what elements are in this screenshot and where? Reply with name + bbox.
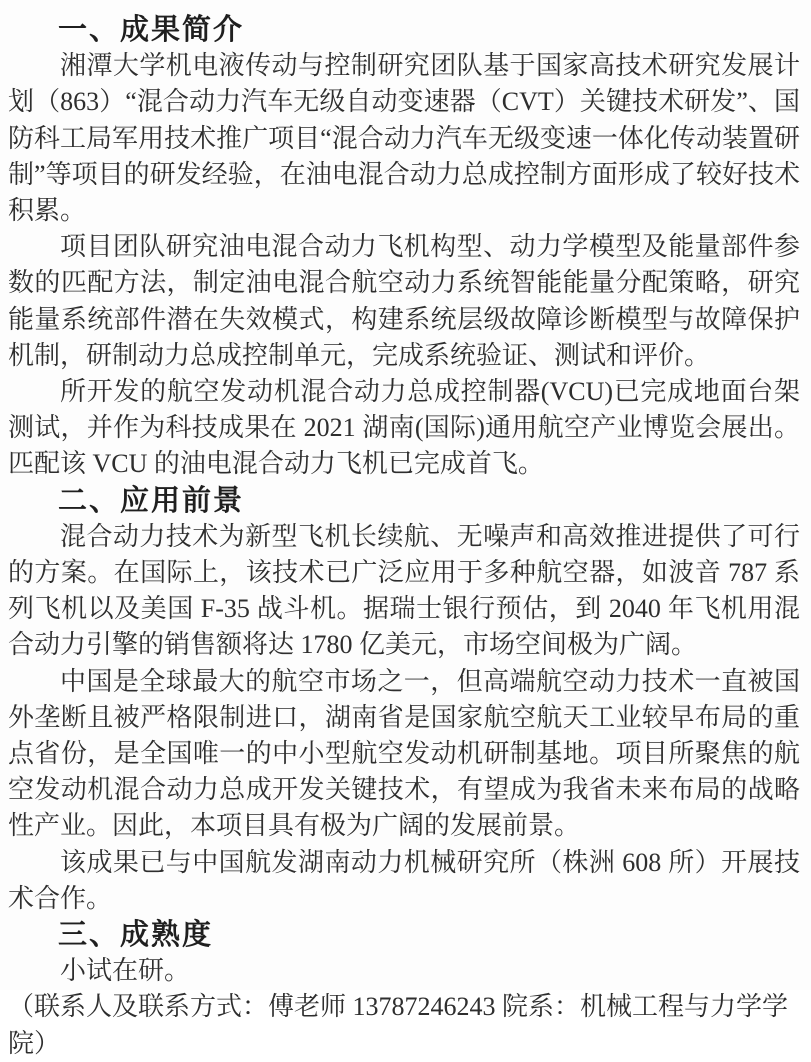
paragraph-team-background: 湘潭大学机电液传动与控制研究团队基于国家高技术研究发展计划（863）“混合动力汽车无级自动变速器（CVT）关键技术研发”、国防科工局军用技术推广项目“混合动力汽车无级变速一体化传动装置研制”等项目的研发经验，在油电混合动力总成控制方面形成了较好技术积累。 bbox=[8, 51, 800, 226]
paragraph-china-market: 中国是全球最大的航空市场之一，但高端航空动力技术一直被国外垄断且被严格限制进口，湖南省是国家航空航天工业较早布局的重点省份，是全国唯一的中小型航空发动机研制基地。项目所聚焦的航空发动机混合动力总成开发关键技术，有望成为我省未来布局的战略性产业。因此，本项目具有极为广阔的发展前景。 bbox=[8, 666, 800, 841]
paragraph-maturity-status: 小试在研。 bbox=[60, 956, 191, 986]
paragraph-research-content: 项目团队研究油电混合动力飞机构型、动力学模型及能量部件参数的匹配方法，制定油电混合航空动力系统智能能量分配策略，研究能量系统部件潜在失效模式，构建系统层级故障诊断模型与故障保护机制，研制动力总成控制单元，完成系统验证、测试和评价。 bbox=[8, 232, 800, 370]
section-application-prospects bbox=[8, 483, 800, 917]
contact-line: （联系人及联系方式：傅老师 13787246243 院系：机械工程与力学学院） bbox=[8, 992, 789, 1058]
section-achievement-intro bbox=[8, 12, 800, 483]
section-heading-application-prospects: 二、应用前景 bbox=[58, 484, 245, 517]
section-maturity bbox=[8, 917, 800, 989]
section-heading-maturity: 三、成熟度 bbox=[58, 919, 214, 952]
section-heading-achievement-intro: 一、成果简介 bbox=[58, 14, 245, 46]
paragraph-cooperation: 该成果已与中国航发湖南动力机械研究所（株洲 608 所）开展技术合作。 bbox=[8, 847, 800, 913]
paragraph-international-market: 混合动力技术为新型飞机长续航、无噪声和高效推进提供了可行的方案。在国际上，该技术已广泛应用于多种航空器，如波音 787 系列飞机以及美国 F-35 战斗机。据瑞士银行预估，到 2040 年飞机用混合动力引擎的销售额将达 1780 亿美元，市场空间极为广阔。 bbox=[8, 521, 800, 660]
paragraph-vcu-results: 所开发的航空发动机混合动力总成控制器(VCU)已完成地面台架测试，并作为科技成果在 2021 湖南(国际)通用航空产业博览会展出。匹配该 VCU 的油电混合动力飞机已完成首飞。 bbox=[8, 377, 800, 479]
